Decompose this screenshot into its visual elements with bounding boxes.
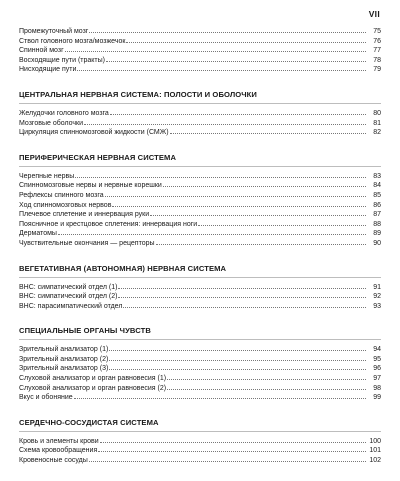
toc-entry-page: 95 xyxy=(373,355,381,363)
toc-entry[interactable] xyxy=(19,373,381,383)
toc-entry-page: 92 xyxy=(373,293,381,301)
dot-leader xyxy=(109,354,366,361)
toc-entry-page: 100 xyxy=(369,437,381,445)
table-of-contents xyxy=(19,26,381,481)
toc-entry-page: 76 xyxy=(373,37,381,45)
toc-entry-title: Кровеносные сосуды xyxy=(19,457,88,465)
toc-entry-page: 90 xyxy=(373,239,381,247)
dot-leader xyxy=(75,171,366,178)
toc-entry-page: 102 xyxy=(369,457,381,465)
toc-sections xyxy=(19,90,381,465)
toc-entry-title: Вкус и обоняние xyxy=(19,394,73,402)
toc-entry[interactable] xyxy=(19,171,381,181)
toc-entry-title: ВНС: симпатический отдел (2) xyxy=(19,293,118,301)
toc-entry[interactable] xyxy=(19,200,381,210)
toc-entry-title: Ход спинномозговых нервов xyxy=(19,201,112,209)
page-number: VII xyxy=(368,9,380,19)
toc-entry-page: 84 xyxy=(373,182,381,190)
toc-entry-page: 91 xyxy=(373,283,381,291)
dot-leader xyxy=(105,190,366,197)
toc-entry-title: Слуховой анализатор и орган равновесия (2) xyxy=(19,384,167,392)
toc-section xyxy=(19,418,381,465)
toc-section xyxy=(19,264,381,311)
dot-leader xyxy=(118,291,366,298)
dot-leader xyxy=(123,301,366,308)
toc-section xyxy=(19,153,381,248)
toc-entry-title: Кровь и элементы крови xyxy=(19,437,99,445)
toc-entry[interactable] xyxy=(19,209,381,219)
toc-entry-title: Дерматомы xyxy=(19,230,57,238)
dot-leader xyxy=(110,108,366,115)
toc-entry-page: 99 xyxy=(373,394,381,402)
toc-entry[interactable] xyxy=(19,383,381,393)
toc-entry-page: 89 xyxy=(373,230,381,238)
toc-entry-title: Ствол головного мозга/мозжечок xyxy=(19,37,126,45)
toc-entry[interactable] xyxy=(19,455,381,465)
toc-entry[interactable] xyxy=(19,64,381,74)
dot-leader xyxy=(163,180,366,187)
toc-entry[interactable] xyxy=(19,55,381,65)
toc-entry[interactable] xyxy=(19,445,381,455)
dot-leader xyxy=(112,200,366,207)
toc-entry-page: 93 xyxy=(373,302,381,310)
toc-entry-title: Слуховой анализатор и орган равновесия (1) xyxy=(19,375,167,383)
toc-entry[interactable] xyxy=(19,36,381,46)
toc-entry-page: 88 xyxy=(373,220,381,228)
toc-entry-page: 77 xyxy=(373,47,381,55)
toc-entry-page: 85 xyxy=(373,191,381,199)
toc-section xyxy=(19,326,381,402)
dot-leader xyxy=(65,45,366,52)
toc-entry-page: 86 xyxy=(373,201,381,209)
toc-entry[interactable] xyxy=(19,392,381,402)
dot-leader xyxy=(89,455,366,462)
section-heading: ЦЕНТРАЛЬНАЯ НЕРВНАЯ СИСТЕМА: ПОЛОСТИ И ОБОЛОЧКИ xyxy=(19,90,381,104)
toc-entry-page: 98 xyxy=(373,384,381,392)
toc-entry-title: Зрительный анализатор (3) xyxy=(19,365,109,373)
dot-leader xyxy=(118,282,366,289)
toc-entry-title: Зрительный анализатор (2) xyxy=(19,355,109,363)
toc-entry-title: Чувствительные окончания — рецепторы xyxy=(19,239,155,247)
dot-leader xyxy=(58,228,366,235)
toc-entry-title: Плечевое сплетение и иннервация руки xyxy=(19,211,150,219)
toc-entry-page: 83 xyxy=(373,172,381,180)
toc-entry-title: Мозговые оболочки xyxy=(19,119,83,127)
toc-entry-title: Спинномозговые нервы и нервные корешки xyxy=(19,182,162,190)
toc-entry[interactable] xyxy=(19,45,381,55)
toc-entry-title: ВНС: парасимпатический отдел xyxy=(19,302,123,310)
toc-entry-title: Спинной мозг xyxy=(19,47,64,55)
toc-entry-page: 94 xyxy=(373,346,381,354)
toc-entry-title: Промежуточный мозг xyxy=(19,28,89,35)
dot-leader xyxy=(106,55,366,62)
toc-entry-title: Желудочки головного мозга xyxy=(19,109,109,117)
toc-entry-page: 81 xyxy=(373,119,381,127)
toc-entry[interactable] xyxy=(19,282,381,292)
toc-entry-page: 97 xyxy=(373,375,381,383)
toc-section-intro xyxy=(19,26,381,74)
dot-leader xyxy=(198,219,366,226)
dot-leader xyxy=(109,363,366,370)
toc-entry-page: 82 xyxy=(373,129,381,137)
toc-entry-title: Поясничное и крестцовое сплетения: иннервация ноги xyxy=(19,220,198,228)
section-heading: ВЕГЕТАТИВНАЯ (АВТОНОМНАЯ) НЕРВНАЯ СИСТЕМА xyxy=(19,264,381,278)
toc-entry-page: 96 xyxy=(373,365,381,373)
toc-entry-page: 78 xyxy=(373,56,381,64)
toc-entry-title: Нисходящие пути xyxy=(19,66,77,74)
toc-entry[interactable] xyxy=(19,118,381,128)
toc-entry-page: 101 xyxy=(369,447,381,455)
dot-leader xyxy=(98,445,366,452)
toc-entry-page: 75 xyxy=(373,28,381,35)
dot-leader xyxy=(167,383,366,390)
toc-entry[interactable] xyxy=(19,228,381,238)
dot-leader xyxy=(126,36,366,43)
toc-entry[interactable] xyxy=(19,238,381,248)
dot-leader xyxy=(150,209,366,216)
dot-leader xyxy=(89,26,366,33)
section-heading: ПЕРИФЕРИЧЕСКАЯ НЕРВНАЯ СИСТЕМА xyxy=(19,153,381,167)
toc-entry-title: Циркуляция спинномозговой жидкости (СМЖ) xyxy=(19,129,169,137)
toc-entry[interactable] xyxy=(19,108,381,118)
toc-entry-page: 80 xyxy=(373,109,381,117)
toc-entry[interactable] xyxy=(19,344,381,354)
dot-leader xyxy=(167,373,366,380)
toc-entry[interactable] xyxy=(19,291,381,301)
toc-entry[interactable] xyxy=(19,127,381,137)
dot-leader xyxy=(84,118,366,125)
toc-section xyxy=(19,90,381,137)
section-heading: СПЕЦИАЛЬНЫЕ ОРГАНЫ ЧУВСТВ xyxy=(19,326,381,340)
toc-entry-page: 87 xyxy=(373,211,381,219)
dot-leader xyxy=(109,344,366,351)
toc-entry[interactable] xyxy=(19,301,381,311)
section-heading: СЕРДЕЧНО-СОСУДИСТАЯ СИСТЕМА xyxy=(19,418,381,432)
toc-entry-title: Черепные нервы xyxy=(19,172,75,180)
toc-entry[interactable] xyxy=(19,354,381,364)
dot-leader xyxy=(100,436,366,443)
toc-entry[interactable] xyxy=(19,190,381,200)
toc-entry-title: Восходящие пути (тракты) xyxy=(19,56,105,64)
toc-entry-page: 79 xyxy=(373,66,381,74)
toc-entry-title: Схема кровообращения xyxy=(19,447,98,455)
toc-entry[interactable] xyxy=(19,180,381,190)
toc-entry[interactable] xyxy=(19,363,381,373)
toc-entry[interactable] xyxy=(19,219,381,229)
dot-leader xyxy=(156,238,366,245)
dot-leader xyxy=(77,64,366,71)
toc-entry-title: Рефлексы спинного мозга xyxy=(19,191,104,199)
toc-entry[interactable] xyxy=(19,26,381,36)
dot-leader xyxy=(74,392,366,399)
toc-entry-title: ВНС: симпатический отдел (1) xyxy=(19,283,118,291)
toc-entry-title: Зрительный анализатор (1) xyxy=(19,346,109,354)
dot-leader xyxy=(170,127,366,134)
